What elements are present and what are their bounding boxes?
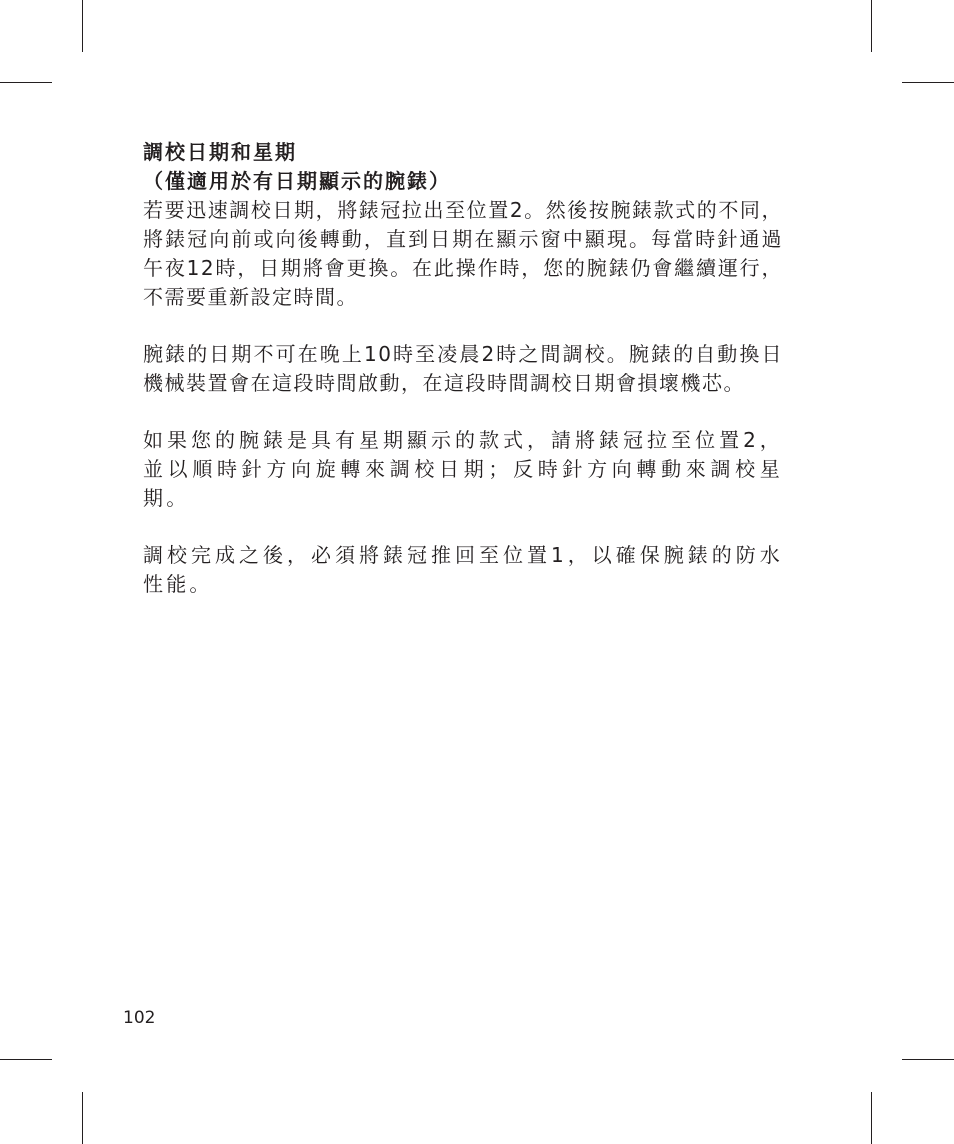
page-content (143, 138, 783, 599)
crop-mark-bottom-left (82, 1092, 83, 1144)
crop-mark-left-bottom (0, 1059, 52, 1060)
section-title: 調校日期和星期 (143, 140, 297, 164)
page-number: 102 (123, 1008, 156, 1028)
paragraph-date-restriction: 腕錶的日期不可在晚上10時至凌晨2時之間調校。腕錶的自動換日機械裝置會在這段時間啟動，在這段時間調校日期會損壞機芯。 (143, 342, 783, 395)
crop-mark-right-top (902, 82, 954, 83)
crop-mark-top-right (871, 0, 872, 52)
crop-mark-top-left (82, 0, 83, 52)
paragraph-water-resistance: 調校完成之後，必須將錶冠推回至位置1，以確保腕錶的防水性能。 (143, 543, 783, 596)
paragraph-day-setting: 如果您的腕錶是具有星期顯示的款式，請將錶冠拉至位置2，並以順時針方向旋轉來調校日期；反時針方向轉動來調校星期。 (143, 428, 783, 510)
section-subtitle: （僅適用於有日期顯示的腕錶） (143, 169, 451, 193)
paragraph-quick-date-setting: 若要迅速調校日期，將錶冠拉出至位置2。然後按腕錶款式的不同，將錶冠向前或向後轉動，直到日期在顯示窗中顯現。每當時針通過午夜12時，日期將會更換。在此操作時，您的腕錶仍會繼續運行，不需要重新設定時間。 (143, 198, 783, 309)
crop-mark-bottom-right (871, 1092, 872, 1144)
crop-mark-left-top (0, 82, 52, 83)
crop-mark-right-bottom (902, 1059, 954, 1060)
